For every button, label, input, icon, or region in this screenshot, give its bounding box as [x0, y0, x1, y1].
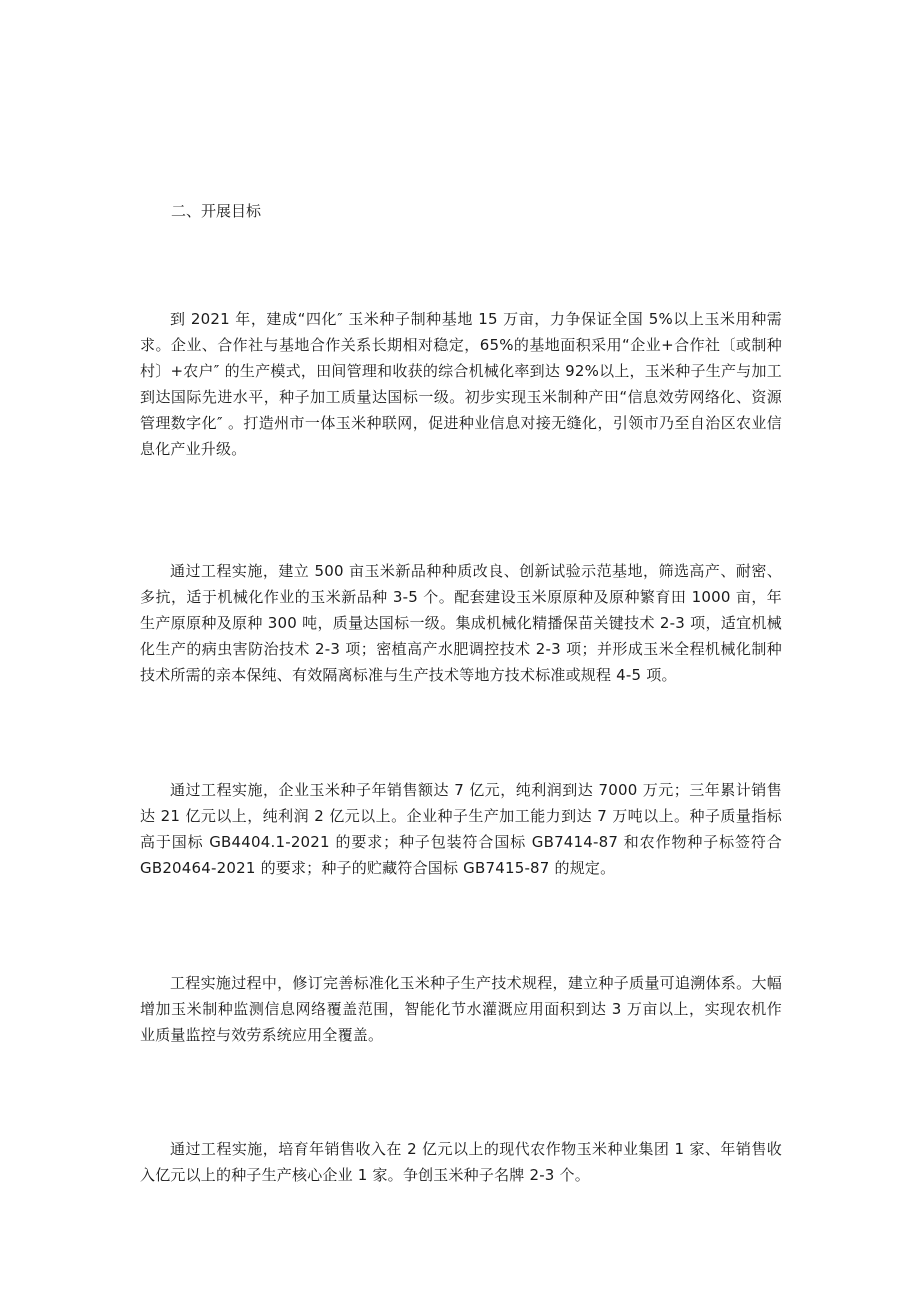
paragraph-goals-overview: 到 2021 年，建成“四化″ 玉米种子制种基地 15 万亩，力争保证全国 5%以上玉米用种需求。企业、合作社与基地合作关系长期相对稳定，65%的基地面积采用“企业+合作社〔或制种村〕+农户″ 的生产模式，田间管理和收获的综合机械化率到达 92%以上，玉米种子生产与加工到达国际先进水平，种子加工质量达国标一级。初步实现玉米制种产田“信息效劳网络化、资源管理数字化″ 。打造州市一体玉米种联网，促进种业信息对接无缝化，引领市乃至自治区农业信息化产业升级。	[140, 310, 782, 458]
paragraph-breeding-base: 通过工程实施，建立 500 亩玉米新品种种质改良、创新试验示范基地，筛选高产、耐密、多抗，适于机械化作业的玉米新品种 3-5 个。配套建设玉米原原种及原种繁育田 1000 亩，年生产原原种及原种 300 吨，质量达国标一级。集成机械化精播保苗关键技术 2-3 项，适宜机械化生产的病虫害防治技术 2-3 项；密植高产水肥调控技术 2-3 项；并形成玉米全程机械化制种技术所需的亲本保纯、有效隔离标准与生产技术等地方技术标准或规程 4-5 项。	[140, 562, 782, 684]
paragraph-enterprise-cultivation: 通过工程实施，培育年销售收入在 2 亿元以上的现代农作物玉米种业集团 1 家、年销售收入亿元以上的种子生产核心企业 1 家。争创玉米种子名牌 2-3 个。	[140, 1140, 782, 1184]
paragraph-standards-traceability: 工程实施过程中，修订完善标准化玉米种子生产技术规程，建立种子质量可追溯体系。大幅增加玉米制种监测信息网络覆盖范围，智能化节水灌溉应用面积到达 3 万亩以上，实现农机作业质量监控与效劳系统应用全覆盖。	[140, 974, 782, 1044]
paragraph-sales-targets: 通过工程实施，企业玉米种子年销售额达 7 亿元，纯利润到达 7000 万元；三年累计销售达 21 亿元以上，纯利润 2 亿元以上。企业种子生产加工能力到达 7 万吨以上。种子质量指标高于国标 GB4404.1-2021 的要求；种子包装符合国标 GB7414-87 和农作物种子标签符合 GB20464-2021 的要求；种子的贮藏符合国标 GB7415-87 的规定。	[140, 781, 782, 877]
section-heading: 二、开展目标	[171, 202, 262, 220]
